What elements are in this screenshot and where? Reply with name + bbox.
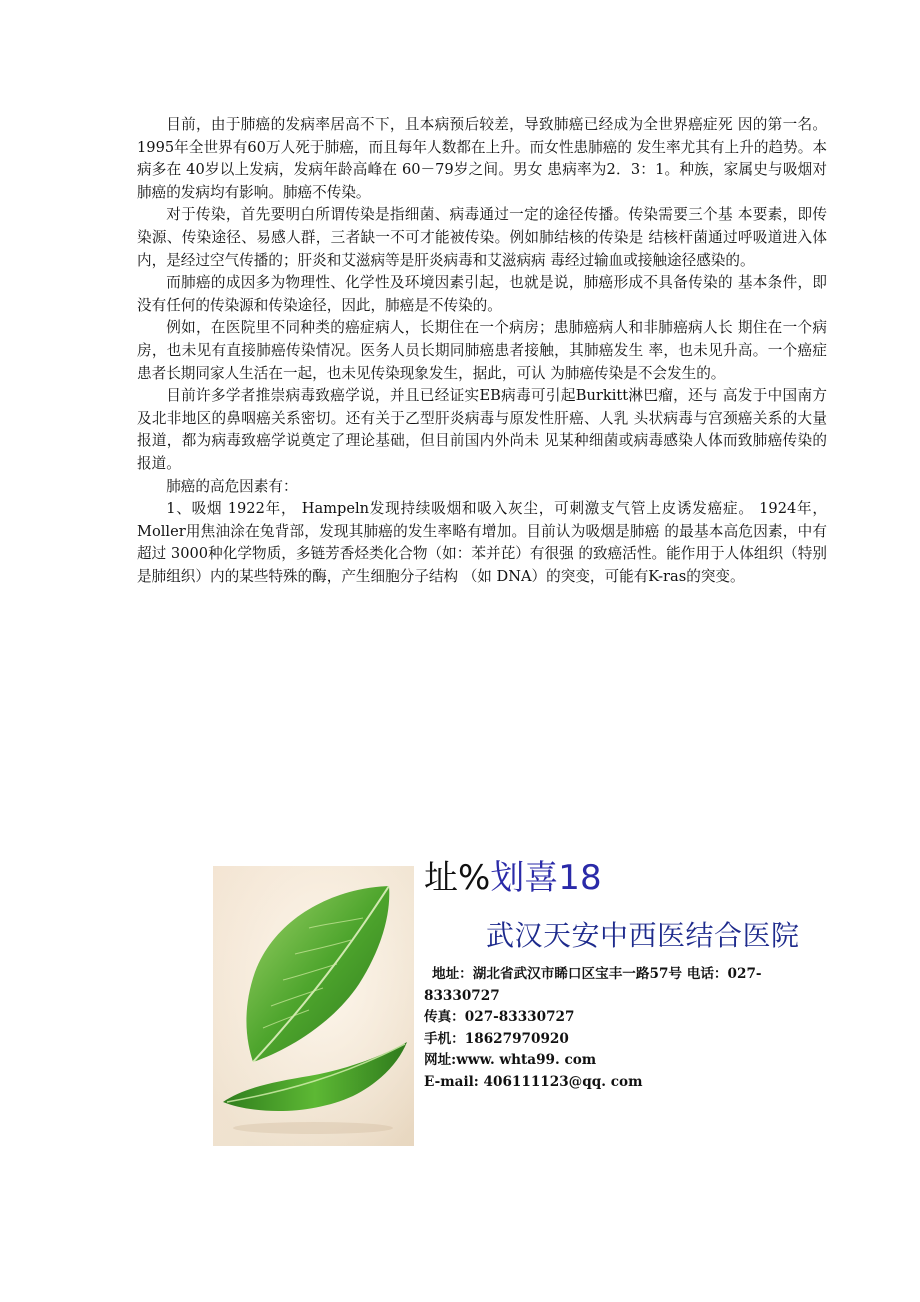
hospital-ad (424, 858, 844, 1094)
leaf-illustration (213, 866, 414, 1146)
email-line: E-mail: 406111123@qq. com (424, 1073, 643, 1090)
paragraph: 例如，在医院里不同种类的癌症病人，长期住在一个病房；患肺癌病人和非肺癌病人长 期住在一个病房，也未见有直接肺癌传染情况。医务人员长期同肺癌患者接触，其肺癌发生 率，也未见升高。一个癌症患者长期同家人生活在一起，也未见传染现象发生，据此，可认 为肺癌传染是不会发生的。 (137, 319, 827, 382)
address-line: 地址：湖北省武汉市睎口区宝丰一路57号 电话：027- (432, 966, 762, 982)
paragraph: 1、吸烟 1922年， Hampeln发现持续吸烟和吸入灰尘，可刺激支气管上皮诱发癌症。 1924年， Moller用焦油涂在兔背部，发现其肺癌的发生率略有增加。目前认为吸烟是肺癌 的最基本高危因素，中有超过 3000种化学物质，多链芳香烃类化合物（如：苯并芘）有很强 的致癌活性。能作用于人体组织（特别是肺组织）内的某些特殊的酶，产生细胞分子结构 （如 DNA）的突变，可能有K-ras的突变。 (137, 500, 827, 585)
garbled-header (424, 858, 844, 898)
article-body (137, 114, 827, 588)
hospital-name: 武汉天安中西医结合医院 (486, 919, 800, 952)
paragraph: 目前许多学者推崇病毒致癌学说，并且已经证实EB病毒可引起Burkitt淋巴瘤，还与 高发于中国南方及北非地区的鼻咽癌关系密切。还有关于乙型肝炎病毒与原发性肝癌、人乳 头状病毒与宫颈癌关系的大量报道，都为病毒致癌学说奠定了理论基础，但目前国内外尚未 见某种细菌或病毒感染人体而致肺癌传染的报道。 (137, 387, 827, 472)
garbled-header-part1: 址% (424, 858, 491, 898)
fax-line: 传真：027-83330727 (424, 1009, 575, 1026)
garbled-header-part2: 划喜18 (490, 858, 602, 898)
paragraph: 而肺癌的成因多为物理性、化学性及环境因素引起，也就是说，肺癌形成不具备传染的 基本条件，即没有任何的传染源和传染途径，因此，肺癌是不传染的。 (137, 274, 827, 314)
paragraph: 肺癌的高危因素有： (166, 477, 298, 495)
phone-continuation: 83330727 (424, 987, 500, 1004)
contact-info (424, 964, 844, 1094)
website-line: 网址:www. whta99. com (424, 1052, 597, 1069)
paragraph: 目前，由于肺癌的发病率居高不下，且本病预后较差，导致肺癌已经成为全世界癌症死 因的第一名。1995年全世界有60万人死于肺癌，而且每年人数都在上升。而女性患肺癌的 发生率尤其有上升的趋势。本病多在 40岁以上发病，发病年龄高峰在 60－79岁之间。男女 患病率为2．3：1。种族，家属史与吸烟对肺癌的发病均有影响。肺癌不传染。 (137, 116, 827, 201)
paragraph: 对于传染，首先要明白所谓传染是指细菌、病毒通过一定的途径传播。传染需要三个基 本要素，即传染源、传染途径、易感人群，三者缺一不可才能被传染。例如肺结核的传染是 结核杆菌通过呼吸道进入体内，是经过空气传播的；肝炎和艾滋病等是肝炎病毒和艾滋病病 毒经过输血或接触途径感染的。 (137, 206, 827, 269)
leaf-photo (213, 866, 414, 1146)
mobile-line: 手机：18627970920 (424, 1030, 569, 1047)
